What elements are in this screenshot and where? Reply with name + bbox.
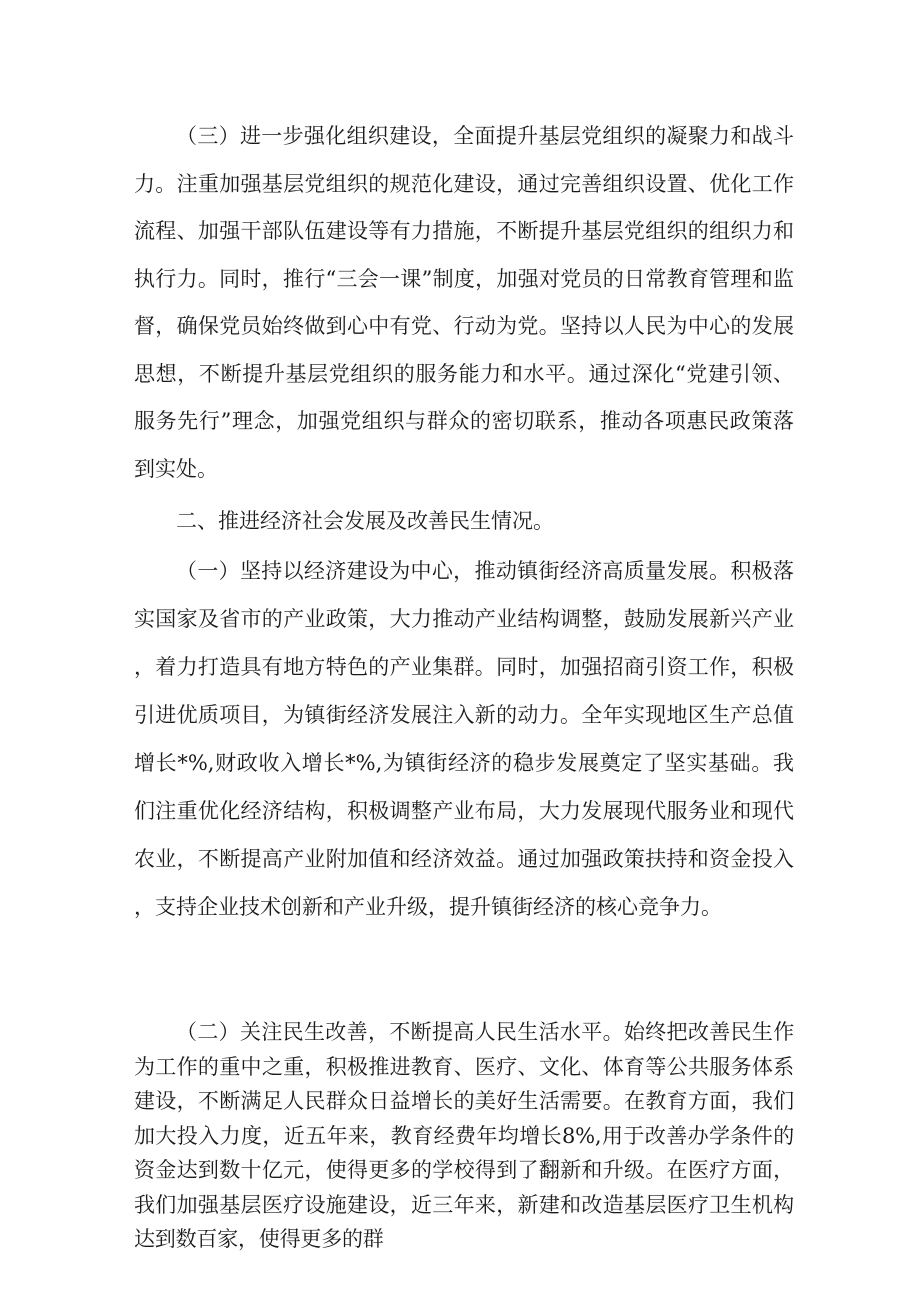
paragraph-subsection-1: （一）坚持以经济建设为中心，推动镇街经济高质量发展。积极落实国家及省市的产业政策，大力推动产业结构调整，鼓励发展新兴产业，着力打造具有地方特色的产业集群。同时，加强招商引资工作，积极引进优质项目，为镇街经济发展注入新的动力。全年实现地区生产总值增长*%,财政收入增长*%,为镇街经济的稳步发展奠定了坚实基础。我们注重优化经济结构，积极调整产业布局，大力发展现代服务业和现代农业，不断提高产业附加值和经济效益。通过加强政策扶持和资金投入，支持企业技术创新和产业升级，提升镇街经济的核心竞争力。 xyxy=(134,559,794,919)
paragraph-section-3: （三）进一步强化组织建设，全面提升基层党组织的凝聚力和战斗力。注重加强基层党组织的规范化建设，通过完善组织设置、优化工作流程、加强干部队伍建设等有力措施，不断提升基层党组织的组织力和执行力。同时，推行“三会一课”制度，加强对党员的日常教育管理和监督，确保党员始终做到心中有党、行动为党。坚持以人民为中心的发展思想，不断提升基层党组织的服务能力和水平。通过深化“党建引领、服务先行”理念，加强党组织与群众的密切联系，推动各项惠民政策落到实处。 xyxy=(134,124,794,481)
section-heading-2: 二、推进经济社会发展及改善民生情况。 xyxy=(176,509,554,533)
paragraph-subsection-2: （二）关注民生改善，不断提高人民生活水平。始终把改善民生作为工作的重中之重，积极推进教育、医疗、文化、体育等公共服务体系建设，不断满足人民群众日益增长的美好生活需要。在教育方面，我们加大投入力度，近五年来，教育经费年均增长8%,用于改善办学条件的资金达到数十亿元，使得更多的学校得到了翻新和升级。在医疗方面，我们加强基层医疗设施建设，近三年来，新建和改造基层医疗卫生机构达到数百家，使得更多的群 xyxy=(134,1020,794,1251)
